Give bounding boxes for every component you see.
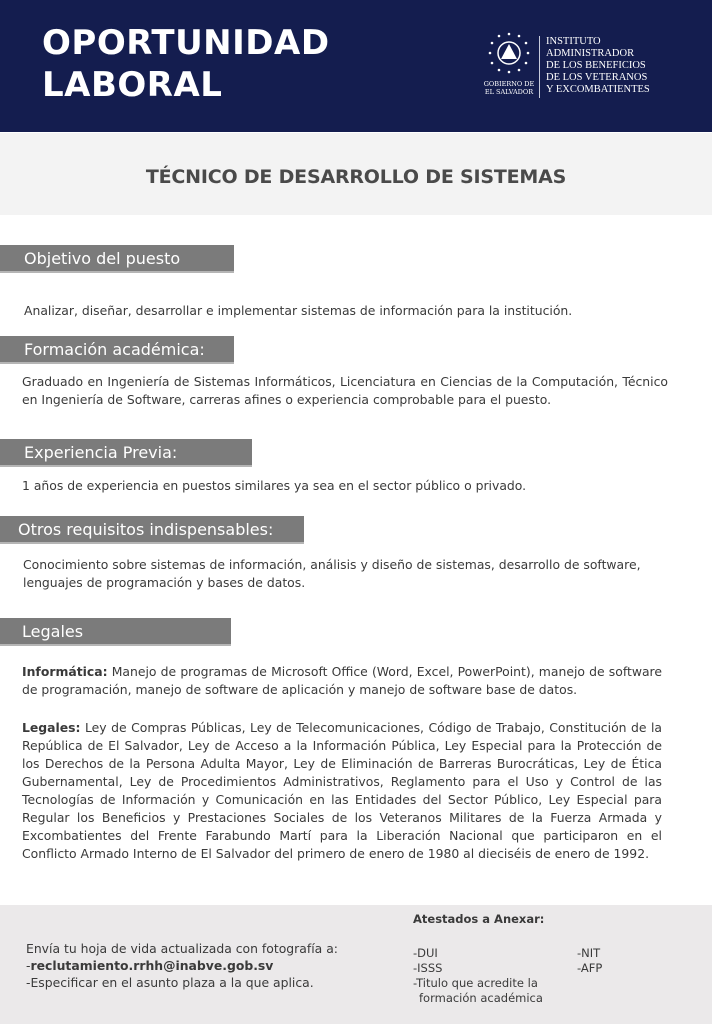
attachment-item: -AFP: [577, 961, 603, 975]
header-banner: [0, 0, 712, 132]
subject-line: -Especificar en el asunto plaza a la que aplica.: [26, 975, 314, 990]
otros-text: Conocimiento sobre sistemas de información, análisis y diseño de sistemas, desarrollo de software, lenguajes de programación y bases de datos.: [23, 557, 641, 590]
legales-paragraph: [22, 719, 662, 863]
attachment-item: -ISSS: [413, 961, 443, 975]
institution-name: INSTITUTO ADMINISTRADOR DE LOS BENEFICIOS DE LOS VETERANOS Y EXCOMBATIENTES: [546, 36, 650, 95]
job-title: TÉCNICO DE DESARROLLO DE SISTEMAS: [145, 166, 567, 188]
section-header-legales: Legales: [0, 618, 231, 646]
legales-label: Legales:: [22, 720, 81, 735]
legales-text: Ley de Compras Públicas, Ley de Telecomunicaciones, Código de Trabajo, Constitución de la República de El Salvador, Ley de Acceso a la Información Pública, Ley Especial para la Protección de los Derechos de la Persona Adulta Mayor, Ley de Eliminación de Barreras Burocráticas, Ley de Ética Gubernamental, Ley de Procedimientos Administrativos, Reglamento para el Uso y Control de las Tecnologías de Información y Comunicación en las Entidades del Sector Público, Ley Especial para Regular los Beneficios y Prestaciones Sociales de los Veteranos Militares de la Fuerza Armada y Excombatientes del Frente Farabundo Martí para la Liberación Nacional que participaron en el Conflicto Armado Interno de El Salvador del primero de enero de 1980 al dieciséis de enero de 1992.: [22, 720, 662, 861]
section-header-objetivo: Objetivo del puesto: [0, 245, 234, 273]
logo-divider: [539, 36, 540, 98]
title-line-2: LABORAL: [42, 65, 223, 105]
attachments-list-left: [413, 946, 543, 1006]
formacion-text: Graduado en Ingeniería de Sistemas Informáticos, Licenciatura en Ciencias de la Computación, Técnico en Ingeniería de Software, carreras afines o experiencia comprobable para el puesto.: [22, 374, 668, 407]
attachment-item: -DUI: [413, 946, 438, 960]
logo-caption: GOBIERNO DE EL SALVADOR: [483, 80, 535, 96]
attachment-item: -Titulo que acredite la: [413, 976, 538, 990]
section-header-otros: Otros requisitos indispensables:: [0, 516, 304, 544]
informatica-paragraph: [22, 663, 662, 699]
experiencia-text: 1 años de experiencia en puestos similares ya sea en el sector público o privado.: [22, 478, 527, 493]
email-link[interactable]: reclutamiento.rrhh@inabve.gob.sv: [30, 958, 274, 973]
section-header-formacion: Formación académica:: [0, 336, 234, 364]
attachments-list-right: [577, 946, 602, 976]
objetivo-text: Analizar, diseñar, desarrollar e implementar sistemas de información para la institución.: [24, 303, 573, 318]
attachment-item: -NIT: [577, 946, 601, 960]
attachments-title: Atestados a Anexar:: [413, 912, 545, 926]
application-instructions: Envía tu hoja de vida actualizada con fotografía a: -reclutamiento.rrhh@inabve.gob.sv -Especificar en el asunto plaza a la que aplica.: [26, 941, 338, 990]
attachment-item: formación académica: [419, 991, 543, 1005]
send-cv-line: Envía tu hoja de vida actualizada con fotografía a:: [26, 941, 338, 956]
informatica-label: Informática:: [22, 664, 108, 679]
section-header-experiencia: Experiencia Previa:: [0, 439, 252, 467]
page-title: [42, 22, 330, 106]
informatica-text: Manejo de programas de Microsoft Office (Word, Excel, PowerPoint), manejo de software de programación, manejo de software de aplicación y manejo de software base de datos.: [22, 664, 662, 697]
title-line-1: OPORTUNIDAD: [42, 23, 330, 63]
